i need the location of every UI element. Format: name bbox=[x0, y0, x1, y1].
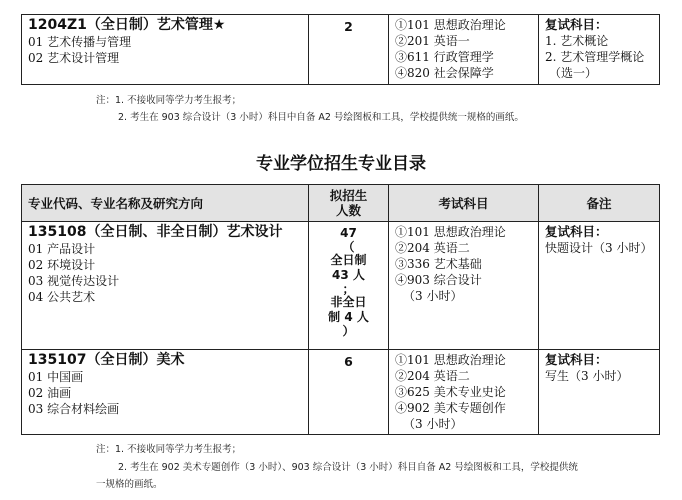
remarks-item: （选一） bbox=[549, 66, 598, 80]
direction-item: 02 环境设计 bbox=[28, 258, 96, 272]
program-cell bbox=[22, 350, 309, 435]
direction-item: 03 视觉传达设计 bbox=[28, 274, 120, 288]
exam-item: ②201 英语一 bbox=[395, 34, 470, 48]
quota-line: 非全日 bbox=[330, 294, 367, 309]
program-cell bbox=[22, 15, 309, 85]
program-cell bbox=[22, 222, 309, 350]
footnote-line: 一规格的画纸。 bbox=[96, 479, 163, 490]
footnote-line: 注：1. 不接收同等学力考生报考； bbox=[96, 444, 242, 455]
exam-item: ②204 英语二 bbox=[395, 241, 470, 255]
program-name: 135107（全日制）美术 bbox=[28, 352, 185, 368]
quota-line: ； bbox=[342, 281, 355, 296]
quota-line: ） bbox=[342, 323, 355, 338]
exam-cell bbox=[389, 350, 539, 435]
footnote-line: 2. 考生在 902 美术专题创作（3 小时）、903 综合设计（3 小时）科目自备 A2 号绘图板和工具，学校提供统 bbox=[118, 462, 578, 473]
remarks-title: 复试科目： bbox=[545, 352, 608, 367]
remarks-cell bbox=[539, 350, 660, 435]
exam-item: ③336 艺术基础 bbox=[395, 257, 482, 271]
footnote-line: 2. 考生在 903 综合设计（3 小时）科目中自备 A2 号绘图板和工具，学校提供统一规格的画纸。 bbox=[118, 112, 524, 123]
direction-item: 02 艺术设计管理 bbox=[28, 51, 120, 65]
column-header: 备注 bbox=[539, 185, 660, 222]
remarks-item: 快题设计（3 小时） bbox=[545, 241, 653, 255]
exam-item: ④903 综合设计 bbox=[395, 273, 482, 287]
exam-item: ③625 美术专业史论 bbox=[395, 385, 506, 399]
remarks-item: 写生（3 小时） bbox=[545, 369, 629, 383]
footnote-line: 注：1. 不接收同等学力考生报考； bbox=[96, 95, 242, 106]
direction-item: 04 公共艺术 bbox=[28, 290, 96, 304]
remarks-title: 复试科目： bbox=[545, 17, 608, 32]
column-header-text: 拟招生人数 bbox=[329, 188, 368, 218]
remarks-title: 复试科目： bbox=[545, 224, 608, 239]
table-row bbox=[22, 15, 660, 85]
quota-line: 47 bbox=[340, 226, 357, 240]
direction-item: 03 综合材料绘画 bbox=[28, 402, 120, 416]
program-name: 1204Z1（全日制）艺术管理★ bbox=[28, 17, 226, 33]
direction-item: 02 油画 bbox=[28, 386, 72, 400]
quota-cell bbox=[309, 350, 389, 435]
remarks-item: 1. 艺术概论 bbox=[545, 34, 609, 48]
direction-item: 01 中国画 bbox=[28, 370, 84, 384]
quota-line: 6 bbox=[344, 354, 353, 369]
exam-item: ③611 行政管理学 bbox=[395, 50, 494, 64]
table-header-row bbox=[22, 185, 660, 222]
quota-line: 制 4 人 bbox=[328, 310, 369, 324]
exam-item: ④820 社会保障学 bbox=[395, 66, 494, 80]
exam-item: ④902 美术专题创作 bbox=[395, 401, 506, 415]
quota-line: 43 人 bbox=[332, 268, 365, 282]
direction-item: 01 产品设计 bbox=[28, 242, 96, 256]
quota-line: （ bbox=[342, 239, 355, 254]
exam-item: （3 小时） bbox=[403, 289, 463, 303]
quota-line: 全日制 bbox=[330, 252, 367, 267]
column-header bbox=[309, 185, 389, 222]
column-header: 专业代码、专业名称及研究方向 bbox=[22, 185, 309, 222]
remarks-cell bbox=[539, 222, 660, 350]
program-name: 135108（全日制、非全日制）艺术设计 bbox=[28, 224, 283, 240]
exam-cell bbox=[389, 15, 539, 85]
section-title: 专业学位招生专业目录 bbox=[256, 154, 426, 174]
exam-item: （3 小时） bbox=[403, 417, 463, 431]
quota-cell bbox=[309, 15, 389, 85]
exam-item: ①101 思想政治理论 bbox=[395, 225, 506, 239]
program-table-academic bbox=[21, 14, 660, 85]
exam-item: ①101 思想政治理论 bbox=[395, 18, 506, 32]
exam-cell bbox=[389, 222, 539, 350]
exam-item: ①101 思想政治理论 bbox=[395, 353, 506, 367]
table-row bbox=[22, 350, 660, 435]
column-header: 考试科目 bbox=[389, 185, 539, 222]
quota-cell bbox=[309, 222, 389, 350]
direction-item: 01 艺术传播与管理 bbox=[28, 35, 132, 49]
table-row bbox=[22, 222, 660, 350]
exam-item: ②204 英语二 bbox=[395, 369, 470, 383]
quota-value: 2 bbox=[344, 19, 353, 34]
program-table-professional bbox=[21, 184, 660, 435]
remarks-item: 2. 艺术管理学概论 bbox=[545, 50, 645, 64]
remarks-cell bbox=[539, 15, 660, 85]
